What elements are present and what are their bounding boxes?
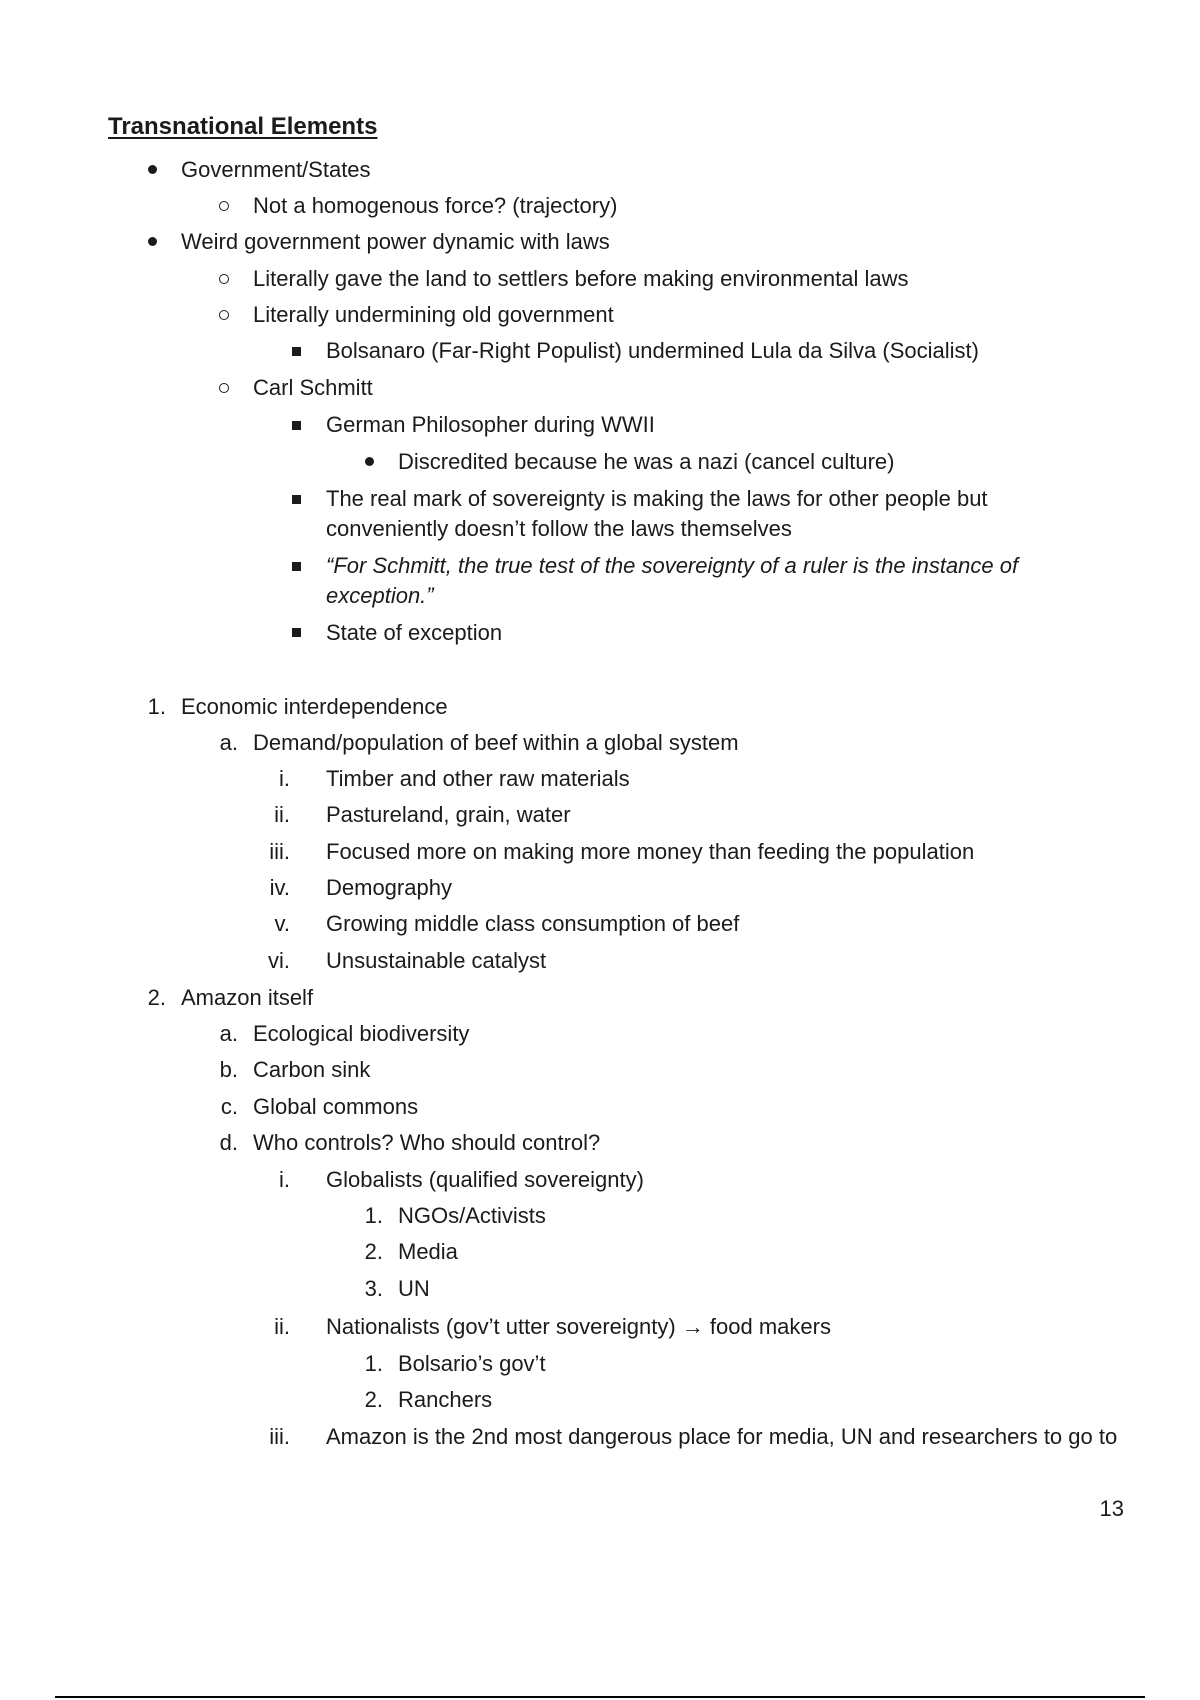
list-item: Ranchers <box>398 1387 493 1412</box>
list-item: Amazon itself <box>181 985 314 1010</box>
list-marker: i. <box>279 1167 290 1192</box>
outline-item: German Philosopher during WWII <box>326 412 655 437</box>
bullet-square-icon <box>292 495 301 504</box>
list-item: Economic interdependence <box>181 694 448 719</box>
list-marker: ii. <box>274 1314 290 1339</box>
list-item: Carbon sink <box>253 1057 371 1082</box>
list-marker: 1. <box>147 694 166 719</box>
list-marker: 1. <box>364 1351 383 1376</box>
outline-item: Literally gave the land to settlers before making environmental laws <box>253 266 909 291</box>
list-marker: i. <box>279 766 290 791</box>
list-item: Amazon is the 2nd most dangerous place for media, UN and researchers to go to <box>326 1424 1118 1449</box>
list-marker: v. <box>274 911 290 936</box>
list-marker: 1. <box>364 1203 383 1228</box>
outline-item: Literally undermining old government <box>253 302 614 327</box>
list-marker: 3. <box>364 1276 383 1301</box>
bullet-square-icon <box>292 421 301 430</box>
list-marker: ii. <box>274 802 290 827</box>
list-marker: a. <box>219 730 238 755</box>
list-item: Ecological biodiversity <box>253 1021 470 1046</box>
list-item: NGOs/Activists <box>398 1203 546 1228</box>
outline-item: Carl Schmitt <box>253 375 373 400</box>
list-marker: 2. <box>364 1239 383 1264</box>
list-marker: vi. <box>268 948 290 973</box>
list-item: Pastureland, grain, water <box>326 802 571 827</box>
list-item: UN <box>398 1276 430 1301</box>
outline-item: Weird government power dynamic with laws <box>181 229 610 254</box>
list-item: Global commons <box>253 1094 419 1119</box>
list-item: Unsustainable catalyst <box>326 948 547 973</box>
list-marker: iii. <box>269 839 290 864</box>
list-marker: 2. <box>147 985 166 1010</box>
list-item: Focused more on making more money than feeding the population <box>326 839 975 864</box>
list-item: Globalists (qualified sovereignty) <box>326 1167 644 1192</box>
outline-item: Government/States <box>181 157 371 182</box>
list-marker: d. <box>219 1130 238 1155</box>
bullet-circle-icon <box>219 201 229 211</box>
section-heading: Transnational Elements <box>108 113 378 140</box>
bullet-dot-icon <box>148 237 157 246</box>
outline-item: State of exception <box>326 620 503 645</box>
bullet-dot-icon <box>148 165 157 174</box>
bullet-square-icon <box>292 347 301 356</box>
list-marker: a. <box>219 1021 238 1046</box>
list-marker: c. <box>220 1094 238 1119</box>
list-item: Demand/population of beef within a global system <box>253 730 739 755</box>
list-marker: 2. <box>364 1387 383 1412</box>
list-item: Growing middle class consumption of beef <box>326 911 740 936</box>
list-item: Nationalists (gov’t utter sovereignty) → food makers <box>326 1314 831 1339</box>
bullet-square-icon <box>292 628 301 637</box>
outline-item: The real mark of sovereignty is making the laws for other people but conveniently doesn’t follow the laws themselves <box>326 486 988 541</box>
page-number: 13 <box>1099 1496 1124 1521</box>
page-bottom-rule <box>55 1696 1145 1698</box>
bullet-square-icon <box>292 562 301 571</box>
list-marker: iv. <box>269 875 290 900</box>
list-marker: iii. <box>269 1424 290 1449</box>
list-item: Demography <box>326 875 452 900</box>
list-item: Who controls? Who should control? <box>253 1130 601 1155</box>
outline-item: Not a homogenous force? (trajectory) <box>253 193 618 218</box>
list-marker: b. <box>219 1057 238 1082</box>
bullet-circle-icon <box>219 383 229 393</box>
outline-item: Discredited because he was a nazi (cancel culture) <box>398 449 895 474</box>
list-item: Timber and other raw materials <box>326 766 630 791</box>
list-item: Bolsario’s gov’t <box>398 1351 546 1376</box>
list-item: Media <box>398 1239 458 1264</box>
bullet-dot-icon <box>365 457 374 466</box>
bullet-circle-icon <box>219 274 229 284</box>
bullet-circle-icon <box>219 310 229 320</box>
outline-item: Bolsanaro (Far-Right Populist) undermined Lula da Silva (Socialist) <box>326 338 979 363</box>
quote-item: “For Schmitt, the true test of the sovereignty of a ruler is the instance of exception.” <box>326 553 1019 608</box>
